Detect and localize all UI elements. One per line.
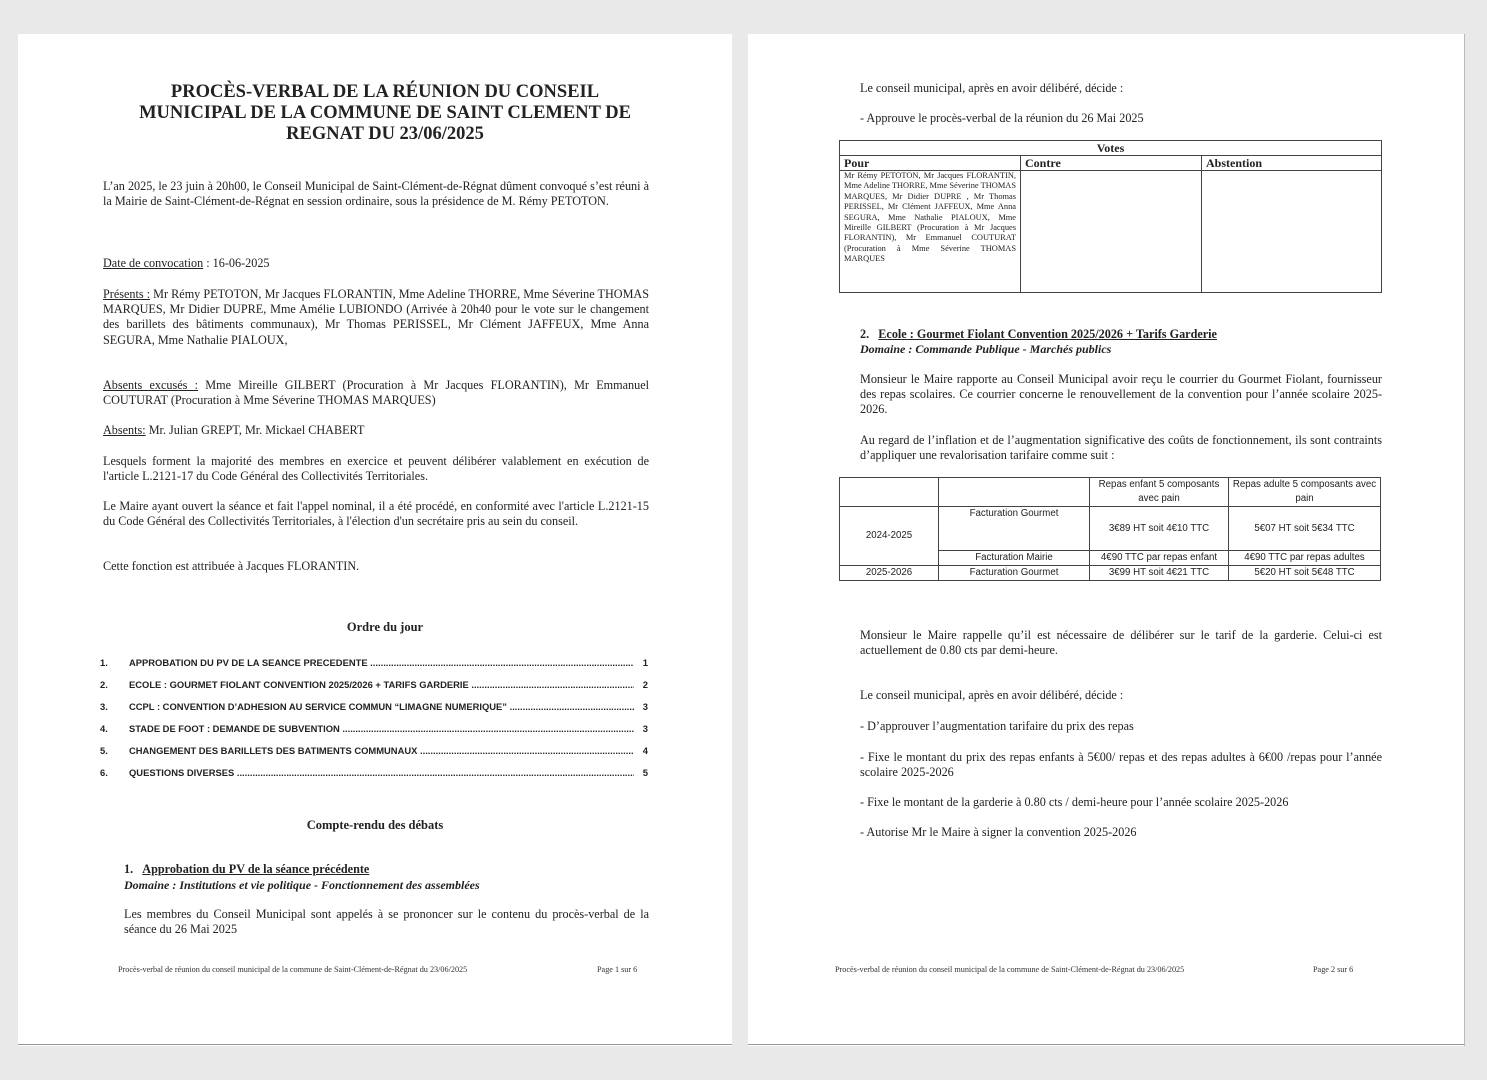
toc-number: 5. (100, 745, 108, 756)
tarifs-table (839, 477, 1381, 581)
section-2-title (860, 327, 1217, 342)
presents-value: Mr Rémy PETOTON, Mr Jacques FLORANTIN, Mme Adeline THORRE, Mme Séverine THOMAS MARQUES, Mr Didier DUPRE, Mme Amélie LUBIONDO (Arrivée à 20h40 pour le vote sur le changement des barillets des bâtiments communaux), Mr Thomas PERISSEL, Mr Clément JAFFEUX, Mme Anna SEGURA, Mme Nathalie PIALOUX, (103, 287, 649, 347)
toc-text: QUESTIONS DIVERSES ..... (129, 767, 634, 778)
toc-item[interactable] (100, 701, 648, 715)
tarifs-cell: 4€90 TTC par repas enfant (1090, 551, 1229, 566)
votes-contre-cell (1021, 171, 1202, 293)
votes-col-pour: Pour (840, 156, 1021, 171)
toc-item[interactable] (100, 657, 648, 671)
presents-label: Présents : (103, 287, 151, 301)
toc-page: 3 (642, 723, 648, 734)
quorum-paragraph: Lesquels forment la majorité des membres en exercice et peuvent délibérer valablement en exécution de l'article L.2121-17 du Code Général des Collectivités Territoriales. (103, 454, 649, 484)
approuve-line: - Approuve le procès-verbal de la réunion du 26 Mai 2025 (860, 111, 1144, 125)
title-line: REGNAT DU 23/06/2025 (286, 124, 484, 144)
toc-page: 2 (642, 679, 648, 690)
convocation-line (103, 256, 649, 271)
toc-number: 3. (100, 701, 108, 712)
page-edge-line (748, 1044, 1464, 1045)
section-1-text: Les membres du Conseil Municipal sont appelés à se prononcer sur le contenu du procès-verbal de la séance du 26 Mai 2025 (124, 907, 649, 937)
presents-paragraph (103, 287, 649, 348)
votes-abstention-cell (1202, 171, 1382, 293)
footer-page-number: Page 1 sur 6 (597, 965, 638, 974)
section-2-domain: Domaine : Commande Publique - Marchés publics (860, 342, 1112, 356)
absents-value: Mr. Julian GREPT, Mr. Mickael CHABERT (145, 423, 365, 437)
toc-number: 6. (100, 767, 108, 778)
tarifs-col-enfant: Repas enfant 5 composants avec pain (1090, 478, 1229, 507)
tarifs-year-cell: 2024-2025 (840, 507, 939, 566)
garderie-paragraph: Monsieur le Maire rappelle qu’il est nécessaire de délibérer sur le tarif de la garderie. Celui-ci est actuellement de 0.80 cts par demi-heure. (860, 628, 1382, 658)
page-edge-line (18, 1044, 732, 1045)
toc-item[interactable] (100, 679, 648, 693)
tarifs-year-cell: 2025-2026 (840, 566, 939, 581)
section-1-title (124, 862, 369, 877)
decide-line: Le conseil municipal, après en avoir délibéré, décide : (860, 81, 1124, 95)
absents-label: Absents: (103, 423, 146, 437)
toc-page: 3 (642, 701, 648, 712)
intro-paragraph: L’an 2025, le 23 juin à 20h00, le Conseil Municipal de Saint-Clément-de-Régnat dûment convoqué s’est réuni à la Mairie de Saint-Clément-de-Régnat en session ordinaire, sous la présidence de M. Rémy PETOTON. (103, 179, 649, 209)
tarifs-row-label: Facturation Gourmet (939, 507, 1090, 551)
convocation-value: : 16-06-2025 (203, 256, 270, 270)
toc-page: 1 (642, 657, 648, 668)
title-line: MUNICIPAL DE LA COMMUNE DE SAINT CLEMENT DE (139, 103, 631, 123)
toc-page: 4 (642, 745, 648, 756)
title-line: PROCÈS-VERBAL DE LA RÉUNION DU CONSEIL (170, 82, 600, 102)
absents-excuses-paragraph (103, 378, 649, 408)
footer-left: Procès-verbal de réunion du conseil municipal de la commune de Saint-Clément-de-Régnat du 23/06/2025 (118, 965, 468, 974)
section-number: 2. (860, 327, 870, 341)
tarifs-row-label: Facturation Mairie (939, 551, 1090, 566)
tarifs-cell: 3€99 HT soit 4€21 TTC (1090, 566, 1229, 581)
document-page-1 (18, 34, 732, 1046)
section-2-paragraph-1: Monsieur le Maire rapporte au Conseil Municipal avoir reçu le courrier du Gourmet Fiolant, fournisseur des repas scolaires. Ce courrier concerne le renouvellement de la convention pour l’année scolaire 2025-2026. (860, 372, 1382, 417)
toc-item[interactable] (100, 723, 648, 737)
votes-col-contre: Contre (1021, 156, 1202, 171)
toc-item[interactable] (100, 767, 648, 781)
decide-line-2: Le conseil municipal, après en avoir délibéré, décide : (860, 688, 1124, 702)
toc-number: 4. (100, 723, 108, 734)
decision-3: - Fixe le montant de la garderie à 0.80 cts / demi-heure pour l’année scolaire 2025-2026 (860, 795, 1289, 809)
absents-paragraph (103, 423, 649, 438)
votes-col-abstention: Abstention (1202, 156, 1382, 171)
votes-header: Votes (840, 141, 1382, 156)
section-title-text: Approbation du PV de la séance précédente (142, 862, 370, 876)
page-title (78, 82, 692, 145)
section-title-text: Ecole : Gourmet Fiolant Convention 2025/2026 + Tarifs Garderie (878, 327, 1217, 341)
section-1-domain: Domaine : Institutions et vie politique - Fonctionnement des assemblées (124, 878, 480, 892)
footer-page-number: Page 2 sur 6 (1313, 965, 1354, 974)
section-2-paragraph-2: Au regard de l’inflation et de l’augmentation significative des coûts de fonctionnement, ils sont contraints d’appliquer une revalorisation tarifaire comme suit : (860, 433, 1382, 463)
ordre-du-jour-heading: Ordre du jour (346, 620, 424, 634)
tarifs-cell: 3€89 HT soit 4€10 TTC (1090, 507, 1229, 551)
toc-text: ECOLE : GOURMET FIOLANT CONVENTION 2025/2026 + TARIFS GARDERIE ..... (129, 679, 634, 690)
fonction-paragraph: Cette fonction est attribuée à Jacques FLORANTIN. (103, 559, 360, 573)
toc-text: CCPL : CONVENTION D’ADHESION AU SERVICE COMMUN “LIMAGNE NUMERIQUE” ..... (129, 701, 634, 712)
tarifs-cell: 5€07 HT soit 5€34 TTC (1229, 507, 1381, 551)
document-page-2 (748, 34, 1465, 1046)
votes-pour-cell: Mr Rémy PETOTON, Mr Jacques FLORANTIN, Mme Adeline THORRE, Mme Séverine THOMAS MARQUES, Mr Didier DUPRE , Mr Thomas PERISSEL, Mr Clément JAFFEUX, Mme Anna SEGURA, Mme Nathalie PIALOUX, Mme Mireille GILBERT (Procuration à Mr Jacques FLORANTIN), Mr Emmanuel COUTURAT (Procuration à Mme Séverine THOMAS MARQUES (840, 171, 1021, 293)
tarifs-cell: 4€90 TTC par repas adultes (1229, 551, 1381, 566)
votes-table (839, 140, 1382, 293)
compte-rendu-heading: Compte-rendu des débats (306, 818, 444, 832)
tarifs-row-label: Facturation Gourmet (939, 566, 1090, 581)
section-number: 1. (124, 862, 134, 876)
toc-text: STADE DE FOOT : DEMANDE DE SUBVENTION ..... (129, 723, 634, 734)
decision-2: - Fixe le montant du prix des repas enfants à 5€00/ repas et des repas adultes à 6€00 /repas pour l’année scolaire 2025-2026 (860, 750, 1382, 780)
decision-4: - Autorise Mr le Maire à signer la convention 2025-2026 (860, 825, 1137, 839)
decision-1: - D’approuver l’augmentation tarifaire du prix des repas (860, 719, 1134, 733)
tarifs-empty-cell (939, 478, 1090, 507)
footer-left: Procès-verbal de réunion du conseil municipal de la commune de Saint-Clément-de-Régnat du 23/06/2025 (835, 965, 1185, 974)
toc-item[interactable] (100, 745, 648, 759)
tarifs-cell: 5€20 HT soit 5€48 TTC (1229, 566, 1381, 581)
convocation-label: Date de convocation (103, 256, 204, 270)
toc-text: CHANGEMENT DES BARILLETS DES BATIMENTS COMMUNAUX ..... (129, 745, 634, 756)
tarifs-col-adulte: Repas adulte 5 composants avec pain (1229, 478, 1381, 507)
toc-page: 5 (642, 767, 648, 778)
absents-excuses-value: Mme Mireille GILBERT (Procuration à Mr Jacques FLORANTIN), Mr Emmanuel COUTURAT (Procuration à Mme Séverine THOMAS MARQUES) (103, 378, 650, 408)
toc-number: 2. (100, 679, 108, 690)
secretaire-paragraph: Le Maire ayant ouvert la séance et fait l'appel nominal, il a été procédé, en conformité avec l'article L.2121-15 du Code Général des Collectivités Territoriales, à l'élection d'un secrétaire pris au sein du conseil. (103, 499, 649, 529)
absents-excuses-label: Absents excusés : (103, 378, 199, 392)
toc-text: APPROBATION DU PV DE LA SEANCE PRECEDENTE ..... (129, 657, 634, 668)
toc-number: 1. (100, 657, 108, 668)
tarifs-empty-cell (840, 478, 939, 507)
